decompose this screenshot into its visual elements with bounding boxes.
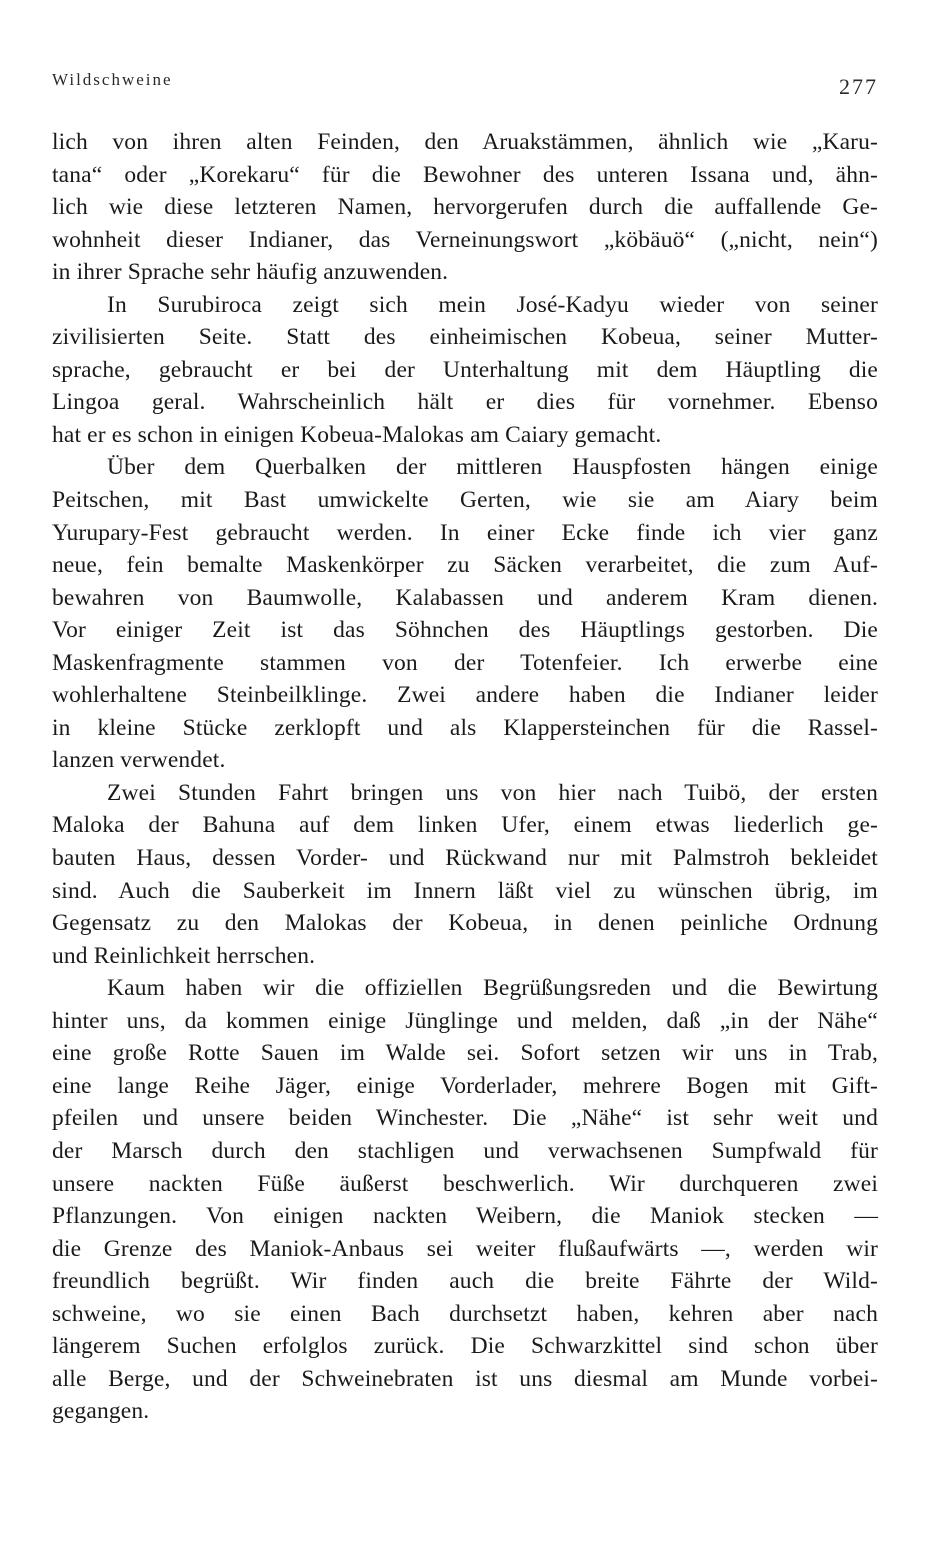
paragraph <box>52 777 878 972</box>
body-text <box>52 126 878 1428</box>
text-line: sprache, gebraucht er bei der Unterhaltung mit dem Häuptling die <box>52 356 878 383</box>
running-head: Wildschweine <box>52 70 173 89</box>
text-line: bewahren von Baumwolle, Kalabassen und anderem Kram dienen. <box>52 584 878 611</box>
text-line: freundlich begrüßt. Wir finden auch die breite Fährte der Wild- <box>52 1268 878 1295</box>
text-line: Maloka der Bahuna auf dem linken Ufer, einem etwas liederlich ge- <box>52 812 878 839</box>
text-line: Vor einiger Zeit ist das Söhnchen des Häuptlings gestorben. Die <box>52 617 878 644</box>
text-line: in ihrer Sprache sehr häufig anzuwenden. <box>52 259 449 286</box>
text-line: lich wie diese letzteren Namen, hervorgerufen durch die auffallende Ge- <box>52 194 878 221</box>
text-line: alle Berge, und der Schweinebraten ist uns diesmal am Munde vorbei- <box>52 1365 878 1392</box>
text-line: eine lange Reihe Jäger, einige Vorderlader, mehrere Bogen mit Gift- <box>52 1072 878 1099</box>
text-line: hinter uns, da kommen einige Jünglinge und melden, daß „in der Nähe“ <box>52 1007 878 1034</box>
text-line: gegangen. <box>52 1398 150 1425</box>
text-line: in kleine Stücke zerklopft und als Klappersteinchen für die Rassel- <box>52 714 878 741</box>
page-number: 277 <box>839 74 878 99</box>
text-line: Zwei Stunden Fahrt bringen uns von hier nach Tuibö, der ersten <box>107 779 878 806</box>
text-line: Maskenfragmente stammen von der Totenfeier. Ich erwerbe eine <box>52 649 878 676</box>
text-line: Peitschen, mit Bast umwickelte Gerten, wie sie am Aiary beim <box>52 487 878 514</box>
text-line: der Marsch durch den stachligen und verwachsenen Sumpfwald für <box>52 1137 878 1164</box>
paragraph <box>52 972 878 1428</box>
text-line: eine große Rotte Sauen im Walde sei. Sofort setzen wir uns in Trab, <box>52 1040 878 1067</box>
text-line: Pflanzungen. Von einigen nackten Weibern, die Maniok stecken — <box>52 1203 878 1230</box>
text-line: Kaum haben wir die offiziellen Begrüßungsreden und die Bewirtung <box>107 975 878 1002</box>
text-line: wohlerhaltene Steinbeilklinge. Zwei andere haben die Indianer leider <box>52 682 878 709</box>
text-line: Gegensatz zu den Malokas der Kobeua, in denen peinliche Ordnung <box>52 910 878 937</box>
text-line: zivilisierten Seite. Statt des einheimischen Kobeua, seiner Mutter- <box>52 324 878 351</box>
text-line: bauten Haus, dessen Vorder- und Rückwand nur mit Palmstroh bekleidet <box>52 845 878 872</box>
text-line: lanzen verwendet. <box>52 747 226 774</box>
text-line: längerem Suchen erfolglos zurück. Die Schwarzkittel sind schon über <box>52 1333 878 1360</box>
paragraph <box>52 289 878 452</box>
paragraph <box>52 126 878 289</box>
text-line: lich von ihren alten Feinden, den Aruakstämmen, ähnlich wie „Karu- <box>52 129 878 155</box>
text-line: Über dem Querbalken der mittleren Hauspfosten hängen einige <box>107 454 878 481</box>
text-line: und Reinlichkeit herrschen. <box>52 942 316 969</box>
text-line: Lingoa geral. Wahrscheinlich hält er dies für vornehmer. Ebenso <box>52 389 878 416</box>
text-line: tana“ oder „Korekaru“ für die Bewohner des unteren Issana und, ähn- <box>52 161 878 188</box>
text-line: unsere nackten Füße äußerst beschwerlich. Wir durchqueren zwei <box>52 1170 878 1197</box>
text-line: wohnheit dieser Indianer, das Verneinungswort „köbäuö“ („nicht, nein“) <box>52 226 878 253</box>
text-line: pfeilen und unsere beiden Winchester. Die „Nähe“ ist sehr weit und <box>52 1105 878 1132</box>
text-line: neue, fein bemalte Maskenkörper zu Säcken verarbeitet, die zum Auf- <box>52 552 878 579</box>
text-line: Yurupary-Fest gebraucht werden. In einer Ecke finde ich vier ganz <box>52 519 878 546</box>
page-header <box>52 70 878 104</box>
text-line: sind. Auch die Sauberkeit im Innern läßt viel zu wünschen übrig, im <box>52 877 878 904</box>
text-line: In Surubiroca zeigt sich mein José-Kadyu wieder von seiner <box>107 291 878 318</box>
text-line: die Grenze des Maniok-Anbaus sei weiter flußaufwärts —, werden wir <box>52 1235 878 1262</box>
text-line: hat er es schon in einigen Kobeua-Malokas am Caiary gemacht. <box>52 421 662 448</box>
paragraph <box>52 451 878 776</box>
text-line: schweine, wo sie einen Bach durchsetzt haben, kehren aber nach <box>52 1300 878 1327</box>
